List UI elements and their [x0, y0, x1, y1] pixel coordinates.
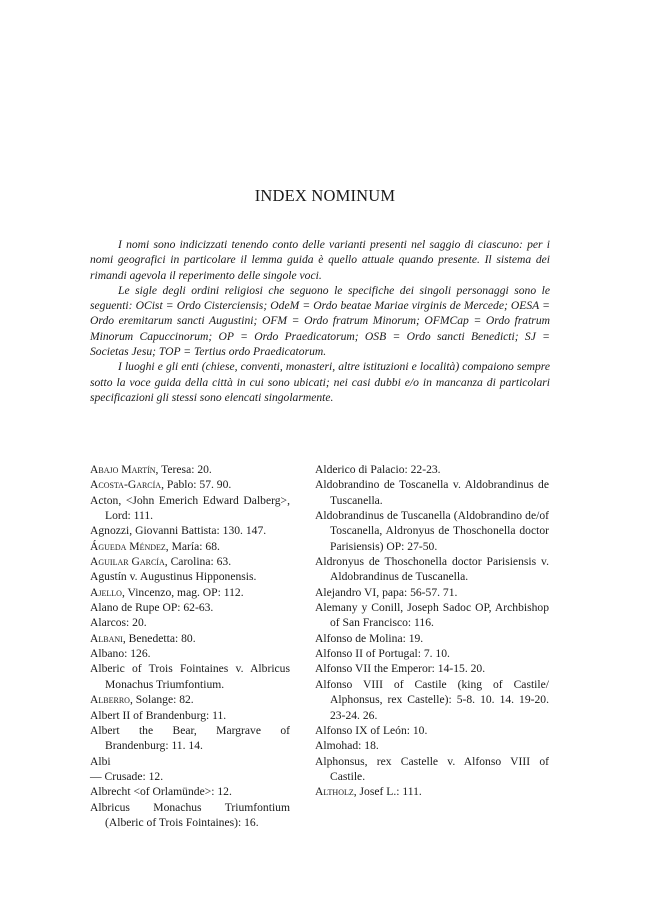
entry-text: , Solange: 82. — [129, 693, 194, 707]
entry-text: Aldobrandino de Toscanella v. Aldobrandinus de Tuscanella. — [315, 478, 549, 507]
entry-text: Alano de Rupe OP: 62-63. — [90, 601, 214, 615]
intro-paragraph: I luoghi e gli enti (chiese, conventi, monasteri, altre istituzioni e località) compaiono sempre sotto la voce guida della città in cui sono ubicati; nei casi dubbi e/o in mancanza di particolari specificazioni gli stessi sono elencati singolarmente. — [90, 360, 550, 404]
entry-text: Alfonso de Molina: 19. — [315, 631, 424, 645]
index-entry — [90, 646, 290, 661]
index-entry — [315, 477, 549, 508]
entry-text: , Josef L.: 111. — [353, 785, 422, 799]
index-entry — [315, 462, 549, 477]
entry-text: Aldronyus de Thoschonella doctor Parisiensis v. Aldobrandinus de Tuscanella. — [315, 555, 549, 584]
entry-surname: Albani — [90, 631, 123, 645]
index-entry — [315, 508, 549, 554]
index-entry — [315, 723, 549, 738]
intro-paragraph: Le sigle degli ordini religiosi che seguono le specifiche dei singoli personaggi sono le seguenti: OCist = Ordo Cisterciensis; OdeM = Ordo beatae Mariae virginis de Mercede; OESA = Ordo eremitarum sancti Augustini; OFM = Ordo fratrum Minorum; OFMCap = Ordo fratrum Minorum Capuccinorum; OP = Ordo Praedicatorum; OSB = Ordo sancti Benedicti; SJ = Societas Jesu; TOP = Tertius ordo Praedicatorum. — [90, 283, 550, 359]
index-entry — [90, 800, 290, 831]
index-entry — [90, 477, 290, 492]
entry-surname: Águeda Méndez — [90, 539, 166, 553]
index-entry — [90, 784, 290, 799]
index-column-left — [90, 462, 290, 830]
entry-text: , Vincenzo, mag. OP: 112. — [121, 585, 244, 599]
entry-surname: Alberro — [90, 693, 130, 707]
entry-text: , Benedetta: 80. — [122, 631, 196, 645]
entry-text: Agustín v. Augustinus Hipponensis. — [90, 570, 257, 584]
intro-paragraph: I nomi sono indicizzati tenendo conto delle varianti presenti nel saggio di ciascuno: per i nomi geografici in particolare il lemma guida è quello attuale quando presente. Il sistema dei rimandi agevola il reperimento delle singole voci. — [90, 238, 550, 282]
index-entry — [90, 708, 290, 723]
entry-text: — Crusade: 12. — [90, 769, 164, 783]
index-entry — [90, 661, 290, 692]
index-entry — [315, 585, 549, 600]
entry-surname: Aguilar García — [90, 555, 165, 569]
index-entry — [90, 723, 290, 754]
index-entry — [90, 754, 290, 769]
entry-text: Alarcos: 20. — [90, 616, 147, 630]
entry-text: Albricus Monachus Triumfontium (Alberic of Trois Fointaines): 16. — [90, 800, 290, 829]
entry-text: , Pablo: 57. 90. — [161, 478, 232, 492]
index-entry — [90, 523, 290, 538]
entry-surname: Acosta-García — [90, 478, 162, 492]
index-entry — [315, 631, 549, 646]
index-entry — [90, 493, 290, 524]
index-entry — [315, 784, 549, 799]
entry-text: Alemany y Conill, Joseph Sadoc OP, Archbishop of San Francisco: 116. — [315, 601, 549, 630]
entry-text: Albert II of Brandenburg: 11. — [90, 708, 227, 722]
entry-text: Alejandro VI, papa: 56-57. 71. — [315, 585, 458, 599]
index-entry — [90, 600, 290, 615]
intro-text — [90, 237, 550, 405]
index-entry — [90, 539, 290, 554]
entry-text: Alfonso IX of León: 10. — [315, 723, 428, 737]
index-entry — [90, 769, 290, 784]
entry-text: Albert the Bear, Margrave of Brandenburg: 11. 14. — [90, 723, 290, 753]
entry-text: , Teresa: 20. — [155, 463, 212, 476]
index-entry — [90, 554, 290, 569]
entry-text: Albano: 126. — [90, 647, 151, 661]
index-entry — [315, 677, 549, 723]
entry-text: Alfonso VII the Emperor: 14-15. 20. — [315, 662, 486, 676]
page-title: INDEX NOMINUM — [254, 186, 396, 205]
index-entry — [315, 754, 549, 785]
entry-text: , María: 68. — [165, 539, 220, 553]
index-entry — [90, 692, 290, 707]
entry-text: Alberic of Trois Fointaines v. Albricus Monachus Triumfontium. — [90, 662, 290, 691]
index-entry — [315, 661, 549, 676]
index-entry — [90, 615, 290, 630]
entry-text: Acton, <John Emerich Edward Dalberg>, Lord: 111. — [90, 493, 290, 523]
entry-surname: Abajo Martín — [90, 463, 156, 476]
entry-text: Aldobrandinus de Tuscanella (Aldobrandino de/of Toscanella, Aldronyus de Thoschonella doctor Parisiensis) OP: 27-50. — [315, 509, 549, 553]
entry-text: Alphonsus, rex Castelle v. Alfonso VIII of Castile. — [315, 754, 549, 783]
entry-text: , Carolina: 63. — [164, 555, 232, 569]
index-entry — [90, 585, 290, 600]
index-entry — [90, 462, 290, 477]
index-column-right — [315, 462, 549, 800]
entry-surname: Altholz — [315, 785, 354, 799]
index-entry — [315, 600, 549, 631]
entry-text: Alfonso VIII of Castile (king of Castile/ Alphonsus, rex Castelle): 5-8. 10. 14. 19-20. 23-24. 26. — [315, 677, 549, 722]
entry-text: Albi — [90, 754, 111, 768]
entry-text: Agnozzi, Giovanni Battista: 130. 147. — [90, 524, 267, 538]
entry-text: Alderico di Palacio: 22-23. — [315, 463, 441, 476]
index-entry — [90, 631, 290, 646]
index-entry — [315, 554, 549, 585]
entry-text: Albrecht <of Orlamünde>: 12. — [90, 785, 232, 799]
index-entry — [315, 646, 549, 661]
index-entry — [90, 569, 290, 584]
entry-surname: Ajello — [90, 585, 122, 599]
index-entry — [315, 738, 549, 753]
entry-text: Alfonso II of Portugal: 7. 10. — [315, 647, 450, 661]
entry-text: Almohad: 18. — [315, 739, 379, 753]
